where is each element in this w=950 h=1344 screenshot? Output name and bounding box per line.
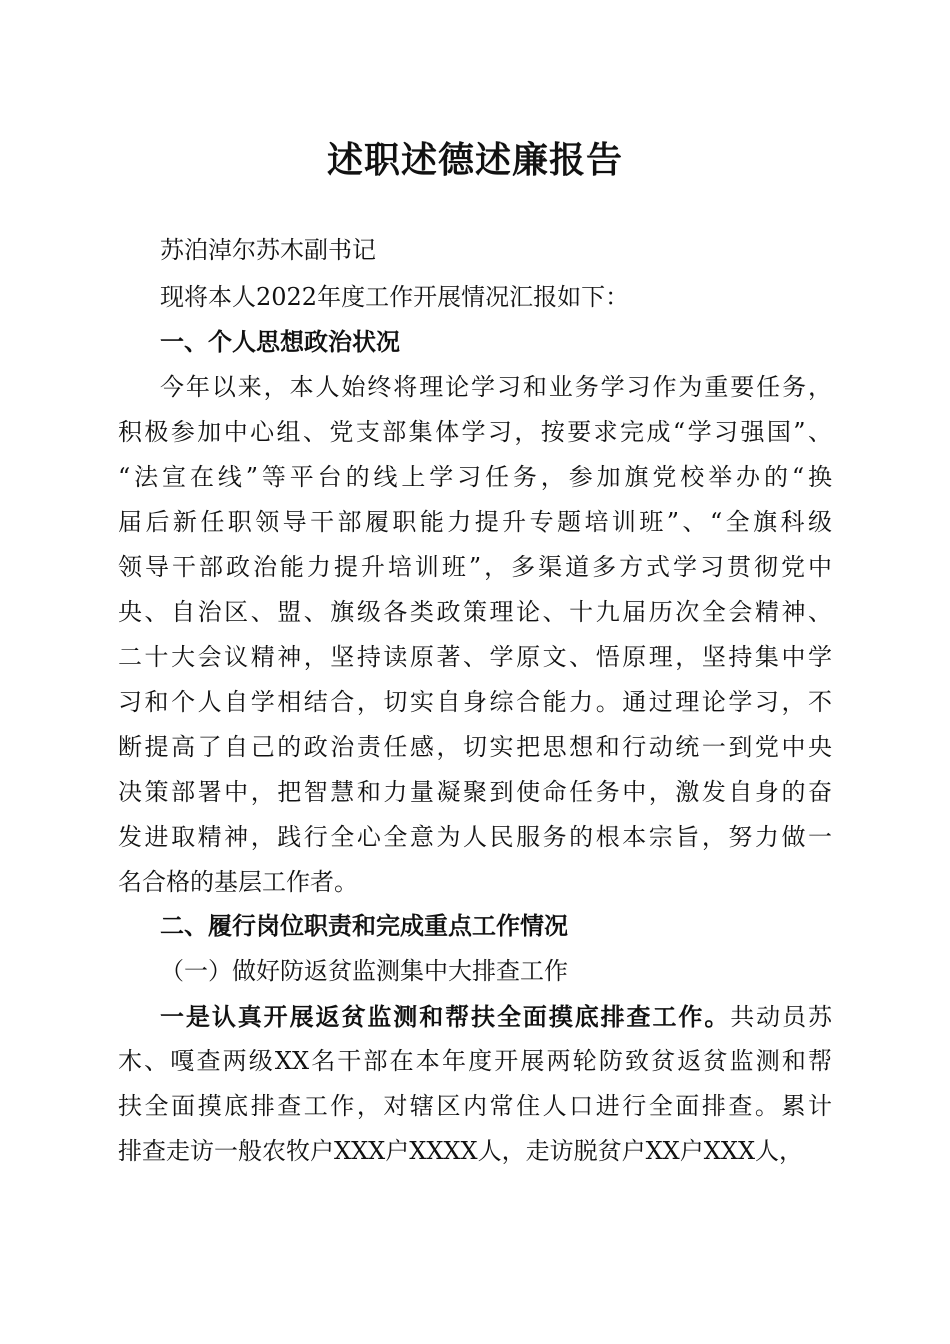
section2-heading: 二、履行岗位职责和完成重点工作情况 (160, 912, 568, 940)
section1-line: 发进取精神，践行全心全意为人民服务的根本宗旨，努力做一 (118, 823, 832, 851)
section1-heading: 一、个人思想政治状况 (160, 328, 400, 356)
section1-line: 决策部署中，把智慧和力量凝聚到使命任务中，激发自身的奋 (118, 778, 832, 806)
section2-line: 木、嘎查两级XX名干部在本年度开展两轮防致贫返贫监测和帮 (118, 1047, 832, 1075)
section1-line: 习和个人自学相结合，切实自身综合能力。通过理论学习，不 (118, 688, 832, 716)
section1-line: 领导干部政治能力提升培训班”，多渠道多方式学习贯彻党中 (118, 553, 832, 581)
section1-line: 积极参加中心组、党支部集体学习，按要求完成“学习强国”、 (118, 418, 832, 446)
section1-line: 央、自治区、盟、旗级各类政策理论、十九届历次全会精神、 (118, 598, 832, 626)
section2-line: 扶全面摸底排查工作，对辖区内常住人口进行全面排查。累计 (118, 1092, 832, 1120)
section1-line: 今年以来，本人始终将理论学习和业务学习作为重要任务， (160, 373, 832, 401)
section2-lead: 一是认真开展返贫监测和帮扶全面摸底排查工作。 (160, 1002, 731, 1031)
author-line: 苏泊淖尔苏木副书记 (160, 236, 376, 264)
section2-line: 排查走访一般农牧户XXX户XXXX人，走访脱贫户XX户XXX人， (118, 1137, 804, 1165)
section1-line: 名合格的基层工作者。 (118, 868, 358, 896)
section2-subheading: （一）做好防返贫监测集中大排查工作 (160, 957, 568, 985)
section2-lead-line (160, 994, 832, 1040)
section1-line: “法宣在线”等平台的线上学习任务，参加旗党校举办的“换 (118, 463, 832, 491)
intro-line: 现将本人2022年度工作开展情况汇报如下： (160, 283, 630, 311)
section1-line: 届后新任职领导干部履职能力提升专题培训班”、“全旗科级 (118, 508, 832, 536)
section2-lead-rest: 共动员苏 (730, 1003, 833, 1031)
section1-line: 二十大会议精神，坚持读原著、学原文、悟原理，坚持集中学 (118, 643, 832, 671)
section1-line: 断提高了自己的政治责任感，切实把思想和行动统一到党中央 (118, 733, 832, 761)
document-title: 述职述德述廉报告 (326, 139, 623, 181)
